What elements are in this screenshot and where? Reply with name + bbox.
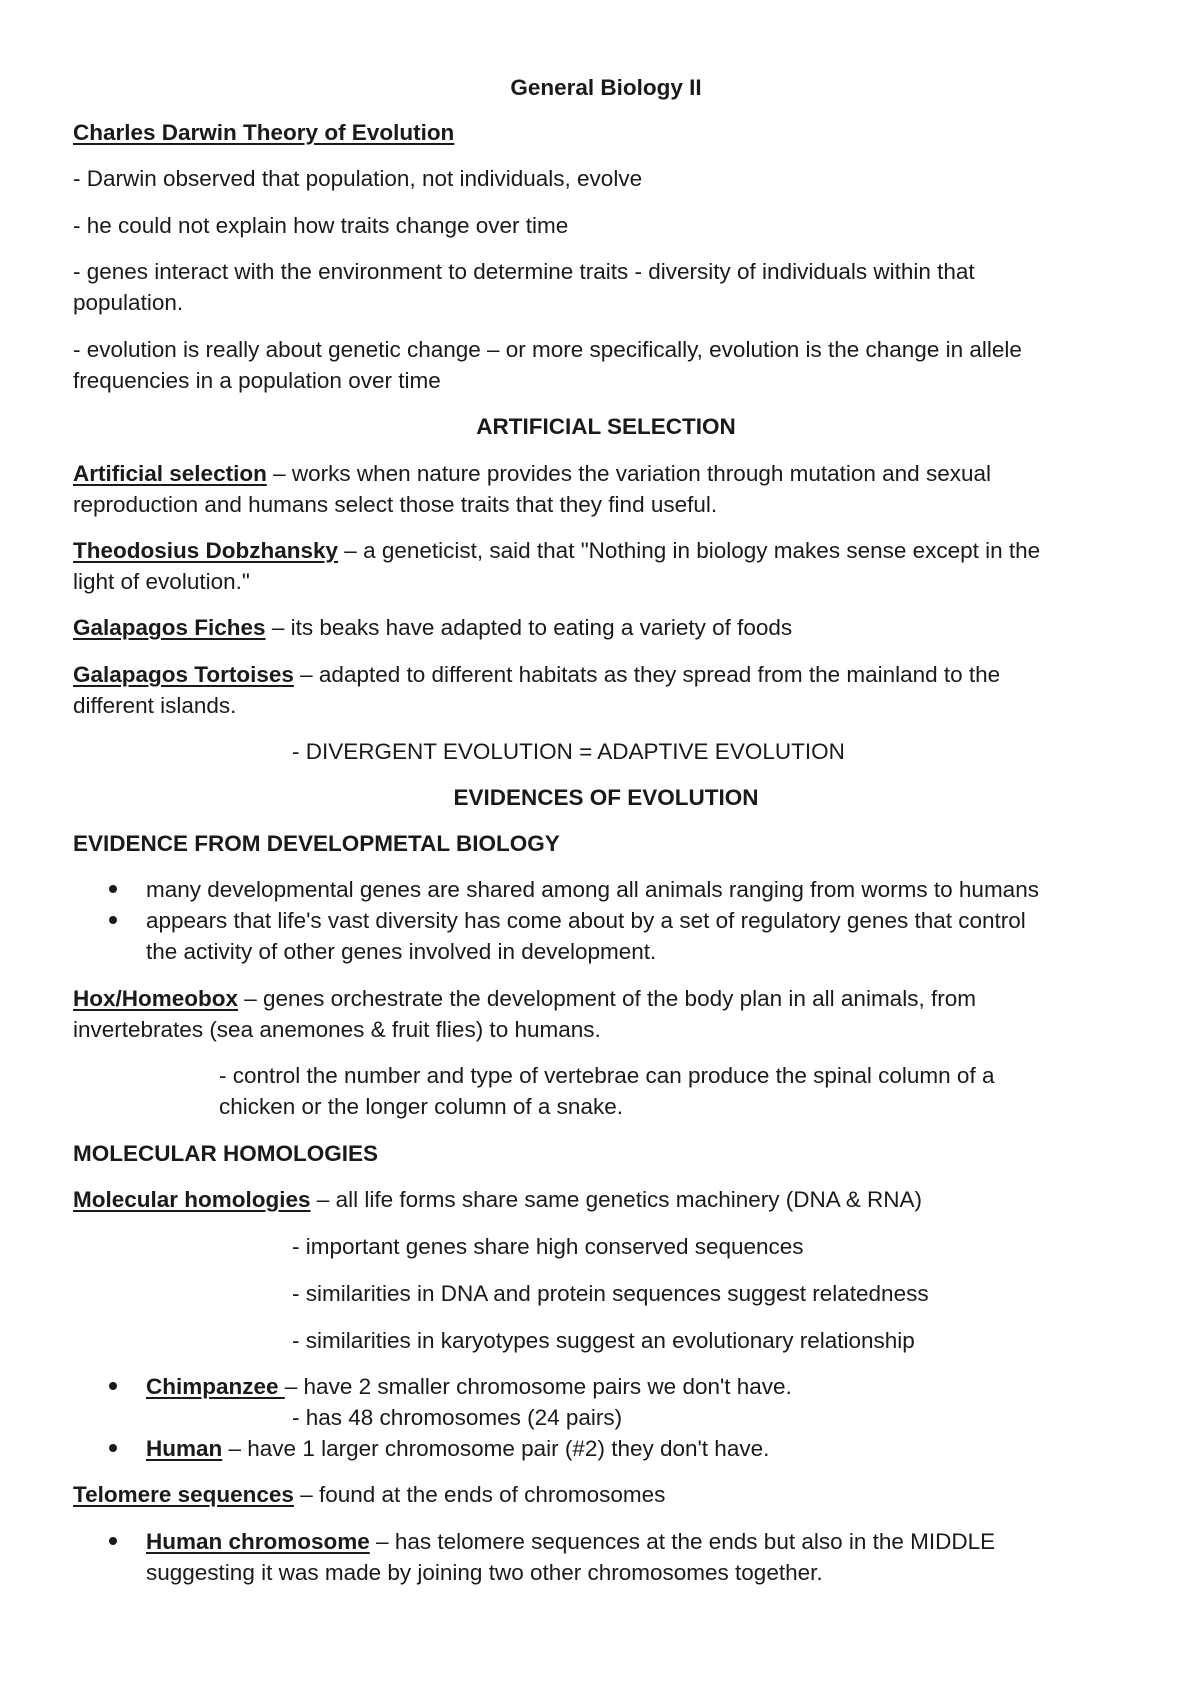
darwin-point-2: - he could not explain how traits change over time: [73, 213, 569, 238]
telomere-desc: – found at the ends of chromosomes: [293, 1482, 666, 1507]
darwin-point-3: [73, 256, 1133, 318]
molecular-subpoint-1: - important genes share high conserved sequences: [292, 1234, 804, 1259]
artificial-selection-definition: [73, 458, 1133, 520]
artificial-selection-desc-line1: – works when nature provides the variation through mutation and sexual: [266, 461, 991, 486]
molecular-homologies-desc: – all life forms share same genetics machinery (DNA & RNA): [310, 1187, 923, 1212]
human-desc: – have 1 larger chromosome pair (#2) they don't have.: [222, 1436, 770, 1461]
term-artificial-selection: Artificial selection: [73, 461, 267, 486]
human-chromosome-desc-line2: suggesting it was made by joining two other chromosomes together.: [146, 1560, 823, 1585]
list-item: [73, 1433, 1133, 1464]
tortoises-definition: [73, 659, 1133, 721]
tortoises-desc-line2: different islands.: [73, 693, 237, 718]
darwin-point-4-line2: frequencies in a population over time: [73, 368, 441, 393]
developmental-biology-heading: EVIDENCE FROM DEVELOPMETAL BIOLOGY: [73, 831, 560, 856]
hox-subnote-line1: - control the number and type of vertebrae can produce the spinal column of a: [219, 1063, 995, 1088]
artificial-selection-heading: ARTIFICIAL SELECTION: [476, 414, 736, 439]
chimpanzee-desc: – have 2 smaller chromosome pairs we don't have.: [284, 1374, 792, 1399]
dobzhansky-desc-line1: – a geneticist, said that "Nothing in biology makes sense except in the: [338, 538, 1041, 563]
bullet-text-line1: appears that life's vast diversity has come about by a set of regulatory genes that control: [146, 908, 1026, 933]
darwin-point-4-line1: - evolution is really about genetic change – or more specifically, evolution is the change in allele: [73, 337, 1022, 362]
human-chromosome-list: [73, 1526, 1133, 1588]
bullet-text: many developmental genes are shared among all animals ranging from worms to humans: [146, 877, 1039, 902]
darwin-heading: Charles Darwin Theory of Evolution: [73, 120, 455, 145]
molecular-subpoint-3: - similarities in karyotypes suggest an evolutionary relationship: [292, 1328, 915, 1353]
term-hox-homeobox: Hox/Homeobox: [73, 986, 239, 1011]
term-galapagos-tortoises: Galapagos Tortoises: [73, 662, 294, 687]
divergent-evolution-note: - DIVERGENT EVOLUTION = ADAPTIVE EVOLUTION: [292, 739, 845, 764]
list-item: [73, 1526, 1133, 1588]
hox-desc-line2: invertebrates (sea anemones & fruit flies) to humans.: [73, 1017, 601, 1042]
hox-subnote-line2: chicken or the longer column of a snake.: [219, 1094, 623, 1119]
term-human-chromosome: Human chromosome: [146, 1529, 370, 1554]
tortoises-desc-line1: – adapted to different habitats as they spread from the mainland to the: [293, 662, 1001, 687]
finches-definition: [73, 612, 1133, 643]
hox-desc-line1: – genes orchestrate the development of the body plan in all animals, from: [238, 986, 976, 1011]
molecular-homologies-definition: [73, 1184, 1133, 1215]
evidences-heading: EVIDENCES OF EVOLUTION: [453, 785, 759, 810]
molecular-subpoint-2: - similarities in DNA and protein sequences suggest relatedness: [292, 1281, 929, 1306]
list-item: [73, 905, 1133, 967]
list-item: [73, 1371, 1133, 1433]
term-dobzhansky: Theodosius Dobzhansky: [73, 538, 339, 563]
term-chimpanzee: Chimpanzee: [146, 1374, 285, 1399]
telomere-definition: [73, 1479, 1133, 1510]
darwin-point-3-line1: - genes interact with the environment to determine traits - diversity of individuals within that: [73, 259, 975, 284]
page-title: General Biology II: [510, 75, 702, 100]
darwin-point-4: [73, 334, 1133, 396]
chimpanzee-subnote: - has 48 chromosomes (24 pairs): [292, 1405, 623, 1430]
molecular-homologies-heading: MOLECULAR HOMOLOGIES: [73, 1141, 378, 1166]
term-human: Human: [146, 1436, 223, 1461]
developmental-biology-list: [73, 874, 1133, 967]
dobzhansky-desc-line2: light of evolution.": [73, 569, 250, 594]
term-galapagos-finches: Galapagos Fiches: [73, 615, 266, 640]
human-chromosome-desc-line1: – has telomere sequences at the ends but also in the MIDDLE: [369, 1529, 996, 1554]
list-item: [73, 874, 1133, 905]
dobzhansky-definition: [73, 535, 1133, 597]
term-telomere-sequences: Telomere sequences: [73, 1482, 294, 1507]
term-molecular-homologies: Molecular homologies: [73, 1187, 311, 1212]
darwin-point-1: - Darwin observed that population, not individuals, evolve: [73, 166, 643, 191]
finches-desc: – its beaks have adapted to eating a variety of foods: [265, 615, 793, 640]
bullet-text-line2: the activity of other genes involved in development.: [146, 939, 657, 964]
hox-definition: [73, 983, 1133, 1045]
chromosome-comparison-list: [73, 1371, 1133, 1464]
hox-subnote: [219, 1060, 1119, 1122]
artificial-selection-desc-line2: reproduction and humans select those traits that they find useful.: [73, 492, 718, 517]
darwin-point-3-line2: population.: [73, 290, 184, 315]
